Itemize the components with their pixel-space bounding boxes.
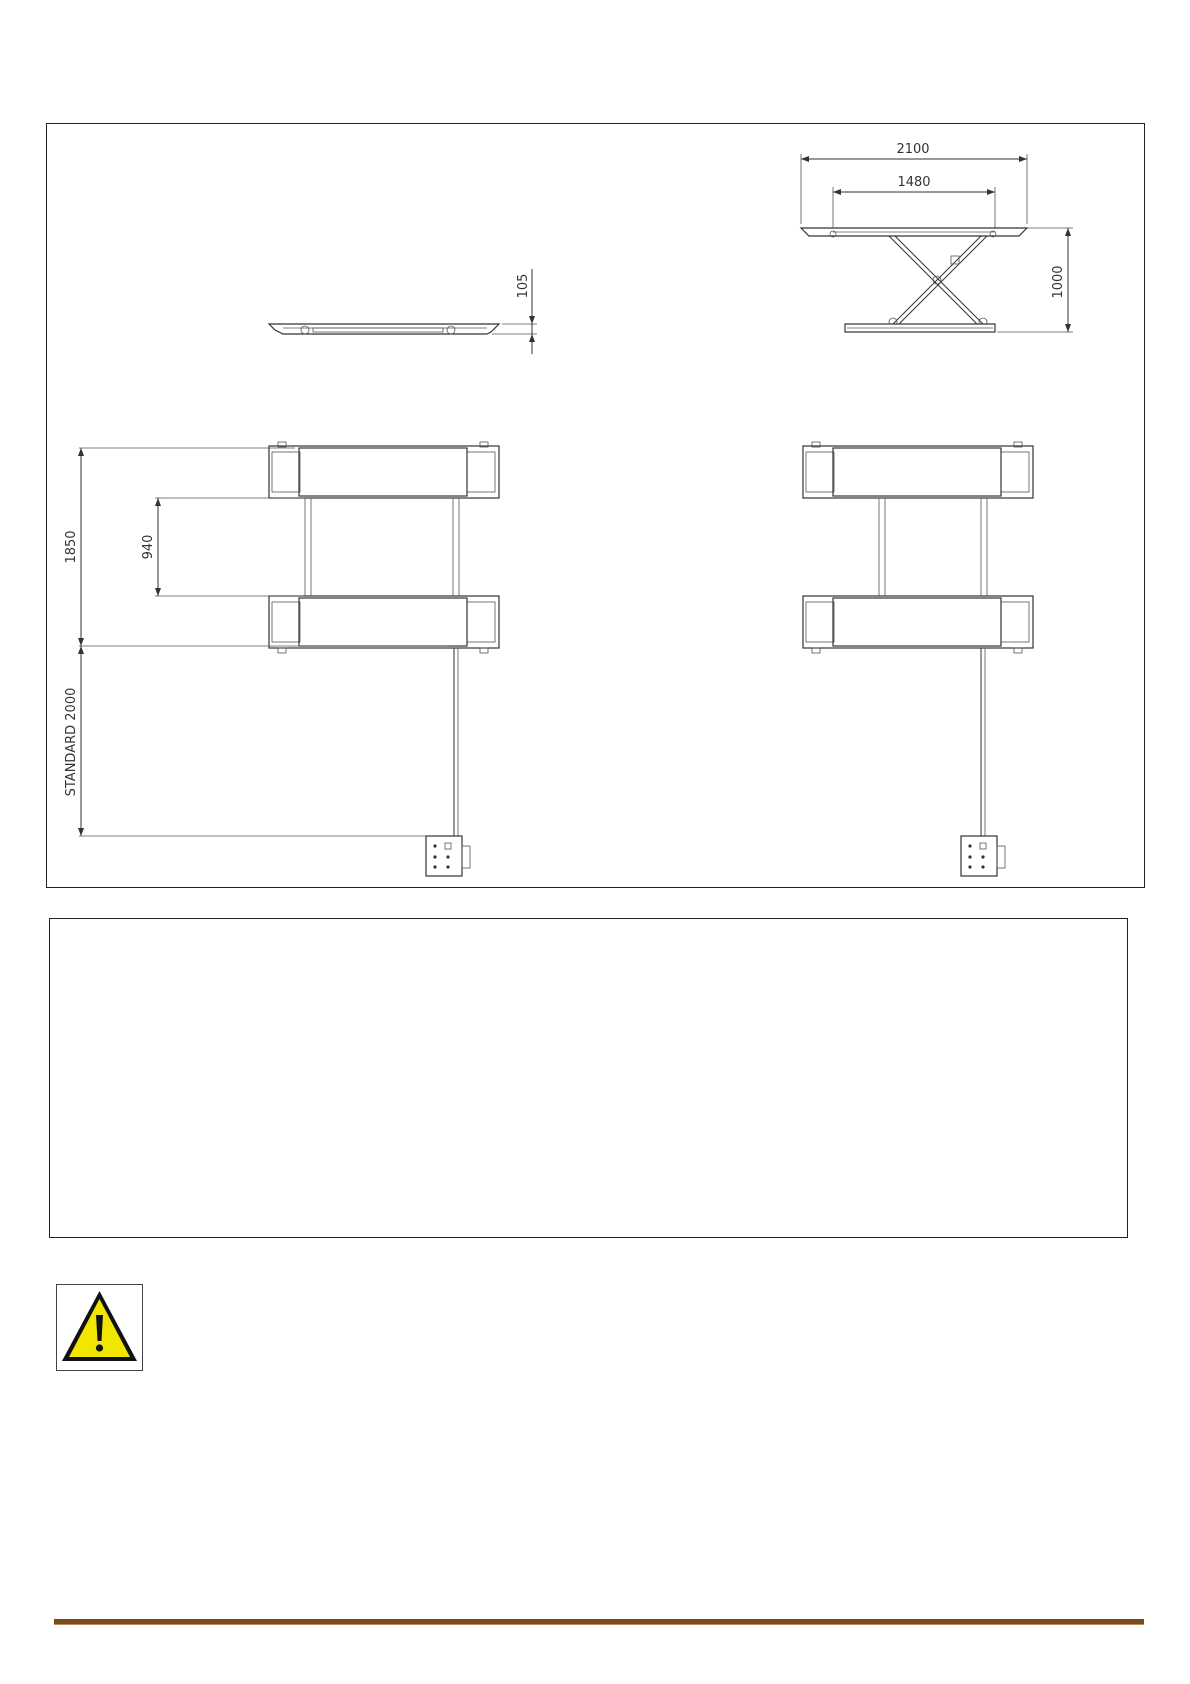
warning-box — [56, 1284, 143, 1371]
dim-label-standard-2000: STANDARD 2000 — [64, 687, 79, 797]
dim-label-940: 940 — [141, 534, 156, 560]
dim-label-105: 105 — [516, 273, 531, 299]
side-view-open — [801, 154, 1073, 332]
notes-box — [49, 918, 1128, 1238]
technical-drawing-frame — [46, 123, 1145, 888]
dim-label-1480: 1480 — [897, 175, 931, 190]
control-box-right — [961, 836, 1005, 876]
warning-triangle-icon — [57, 1285, 142, 1370]
control-box-left — [426, 836, 470, 876]
footer-rule — [54, 1619, 1144, 1625]
side-view-closed — [269, 269, 537, 354]
plan-view-right — [803, 442, 1033, 876]
plan-view-left — [78, 442, 499, 876]
dim-label-2100: 2100 — [896, 142, 930, 157]
dim-label-1000: 1000 — [1051, 265, 1066, 299]
technical-drawing — [47, 124, 1146, 889]
dim-label-1850: 1850 — [64, 530, 79, 564]
